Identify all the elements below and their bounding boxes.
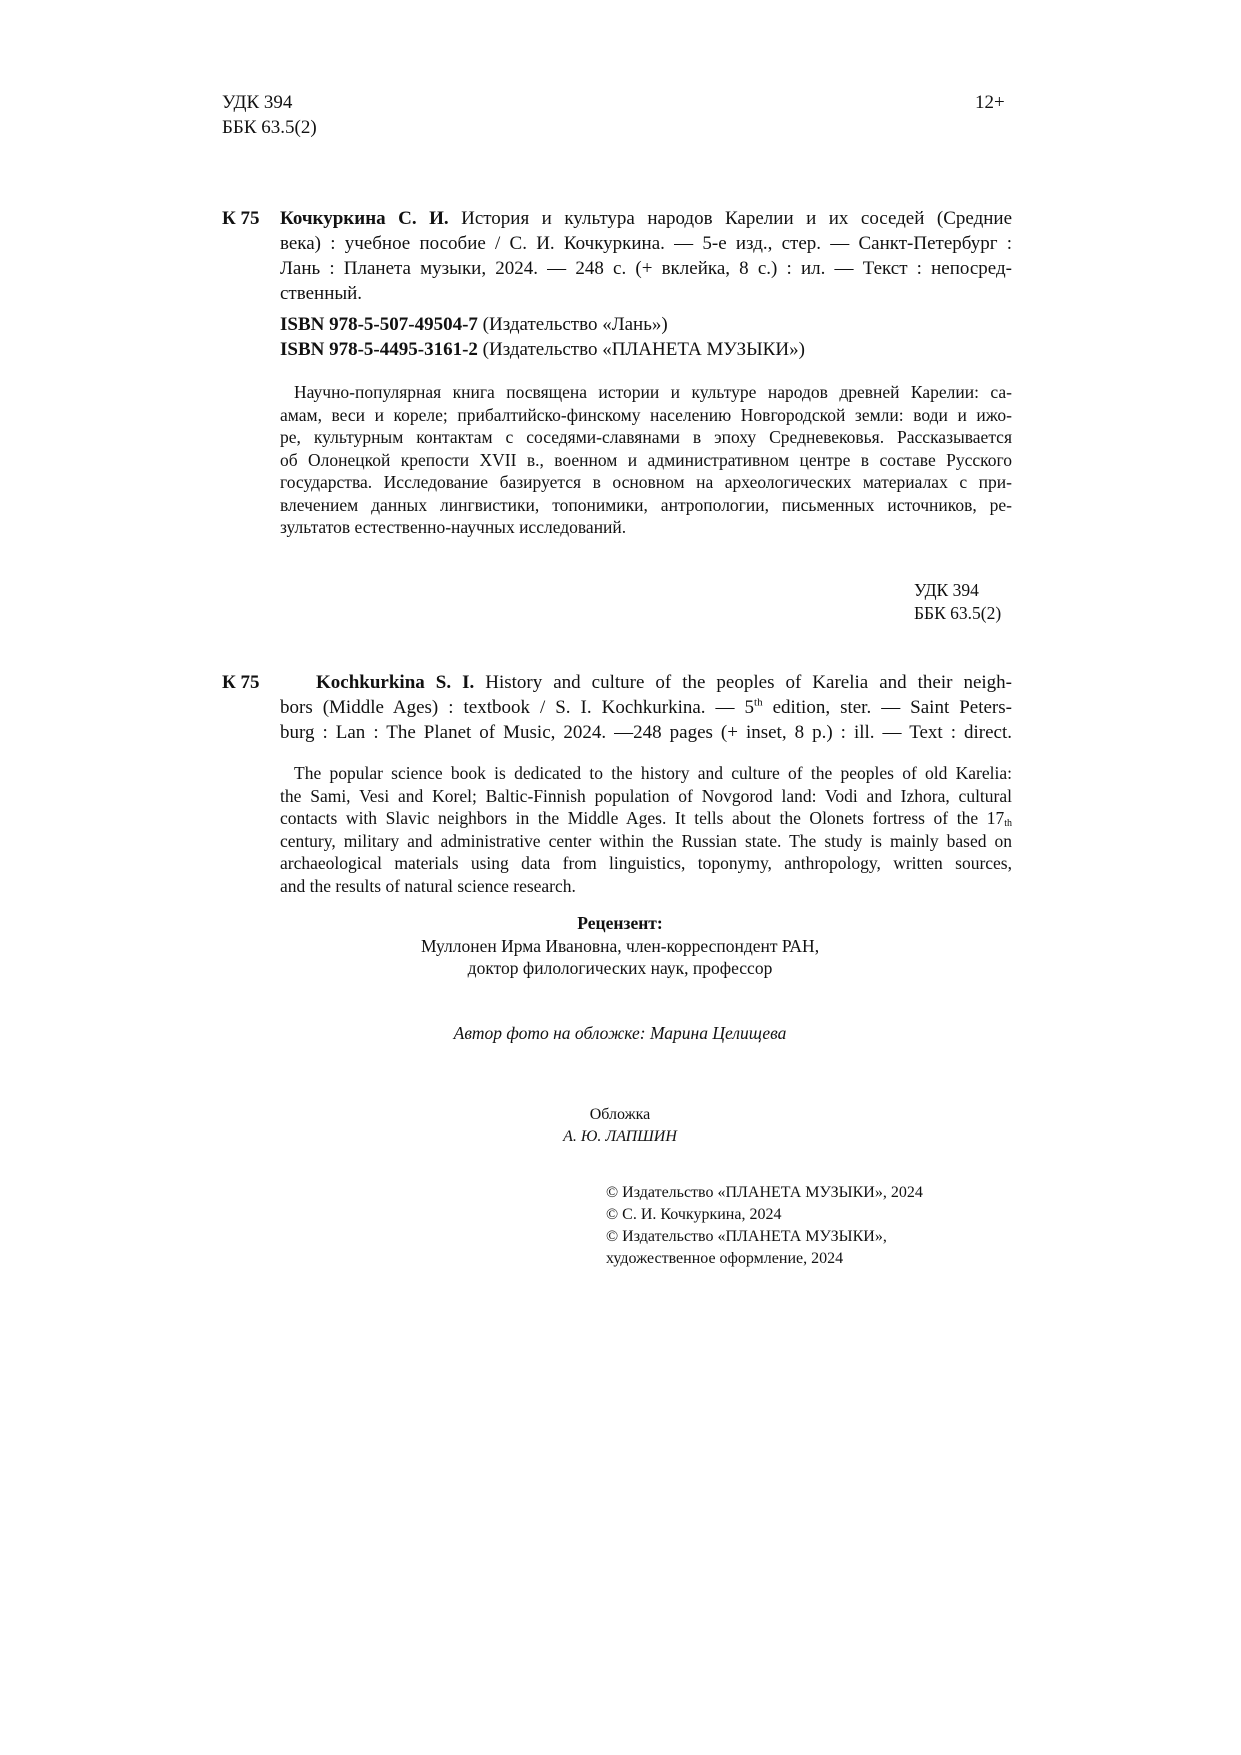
ru-abstract-line: влечением данных лингвистики, топонимики, антропологии, письменных источников, ре- bbox=[280, 494, 1012, 515]
ru-record-line-3: Лань : Планета музыки, 2024. — 248 с. (+ вклейка, 8 с.) : ил. — Текст : непосред- bbox=[280, 258, 1012, 279]
en-abstract-line: and the results of natural science research. bbox=[280, 875, 576, 896]
en-author-code: К 75 bbox=[222, 672, 260, 693]
copyright-line: © С. И. Кочкуркина, 2024 bbox=[606, 1206, 782, 1223]
en-abstract-line: archaeological materials using data from linguistics, toponymy, anthropology, written sources, bbox=[280, 853, 1012, 873]
ru-record-line-4: ственный. bbox=[280, 283, 363, 304]
en-abstract-line: the Sami, Vesi and Korel; Baltic-Finnish population of Novgorod land: Vodi and Izhora, cultural bbox=[280, 785, 1012, 806]
subscript-th: th bbox=[1004, 818, 1012, 829]
ru-abstract-line: государства. Исследование базируется в основном на археологических материалах с при- bbox=[280, 472, 1012, 492]
classification-right bbox=[914, 579, 1001, 624]
udk-code: УДК 394 bbox=[222, 92, 293, 113]
en-abstract-line: century, military and administrative center within the Russian state. The study is mainly based on bbox=[280, 830, 1012, 851]
en-record-line-2: bors (Middle Ages) : textbook / S. I. Kochkurkina. — 5th edition, ster. — Saint Peters- bbox=[280, 696, 1012, 718]
age-rating: 12+ bbox=[975, 92, 1005, 113]
ru-abstract bbox=[280, 381, 1012, 539]
cover-credit bbox=[500, 1104, 740, 1148]
reviewer-name: Муллонен Ирма Ивановна, член-корреспондент РАН, bbox=[420, 935, 820, 956]
header-classification bbox=[222, 90, 317, 140]
cover-label: Обложка bbox=[589, 1106, 651, 1123]
ru-abstract-line: Научно-популярная книга посвящена истории и культуре народов древней Карелии: са- bbox=[294, 382, 1012, 402]
isbn-planeta: ISBN 978-5-4495-3161-2 (Издательство «ПЛАНЕТА МУЗЫКИ») bbox=[280, 339, 805, 360]
reviewer-heading: Рецензент: bbox=[577, 913, 663, 933]
ru-abstract-line: ре, культурным контактам с соседями-славянами в эпоху Средневековья. Рассказывается bbox=[280, 427, 1012, 447]
bbk-code: ББК 63.5(2) bbox=[222, 117, 317, 138]
ru-bibliographic-record bbox=[280, 206, 1012, 306]
photo-credit: Автор фото на обложке: Марина Целищева bbox=[453, 1023, 787, 1043]
superscript-th: th bbox=[754, 696, 763, 709]
reviewer-title: доктор филологических наук, профессор bbox=[467, 958, 773, 978]
en-record-first-line: Kochkurkina S. I. History and culture of the peoples of Karelia and their neigh- bbox=[316, 672, 1012, 693]
copyright-line: © Издательство «ПЛАНЕТА МУЗЫКИ», 2024 bbox=[606, 1184, 923, 1201]
cover-designer: А. Ю. ЛАПШИН bbox=[563, 1128, 677, 1145]
ru-author-code: К 75 bbox=[222, 208, 260, 229]
ru-record-line-2: века) : учебное пособие / С. И. Кочкуркина. — 5-е изд., стер. — Санкт-Петербург : bbox=[280, 233, 1012, 254]
ru-abstract-line: зультатов естественно-научных исследований. bbox=[280, 517, 627, 537]
ru-author: Кочкуркина С. И. bbox=[280, 208, 449, 229]
en-author: Kochkurkina S. I. bbox=[316, 672, 475, 693]
ru-record-line-1: Кочкуркина С. И. История и культура народов Карелии и их соседей (Средние bbox=[280, 208, 1013, 229]
udk-code-right: УДК 394 bbox=[914, 580, 979, 600]
en-record-line-3: burg : Lan : The Planet of Music, 2024. —248 pages (+ inset, 8 p.) : ill. — Text : direct. bbox=[280, 722, 1012, 743]
copyright-block bbox=[606, 1182, 923, 1270]
reviewer-block bbox=[380, 912, 860, 980]
en-bibliographic-record bbox=[280, 695, 1012, 745]
isbn-lan: ISBN 978-5-507-49504-7 (Издательство «Лань») bbox=[280, 314, 668, 335]
ru-abstract-line: об Олонецкой крепости XVII в., военном и административном центре в составе Русского bbox=[280, 449, 1012, 470]
isbn-block bbox=[280, 312, 805, 362]
en-abstract bbox=[280, 762, 1012, 897]
copyright-line: © Издательство «ПЛАНЕТА МУЗЫКИ», bbox=[606, 1228, 887, 1245]
ru-abstract-line: амам, веси и кореле; прибалтийско-финскому населению Новгородской земли: води и ижо- bbox=[280, 404, 1012, 425]
en-abstract-line: The popular science book is dedicated to the history and culture of the peoples of old Karelia: bbox=[294, 763, 1012, 783]
copyright-line: художественное оформление, 2024 bbox=[606, 1250, 844, 1267]
bbk-code-right: ББК 63.5(2) bbox=[914, 602, 1002, 623]
en-abstract-line: contacts with Slavic neighbors in the Middle Ages. It tells about the Olonets fortress of the $17_{th}$ bbox=[280, 808, 1012, 829]
